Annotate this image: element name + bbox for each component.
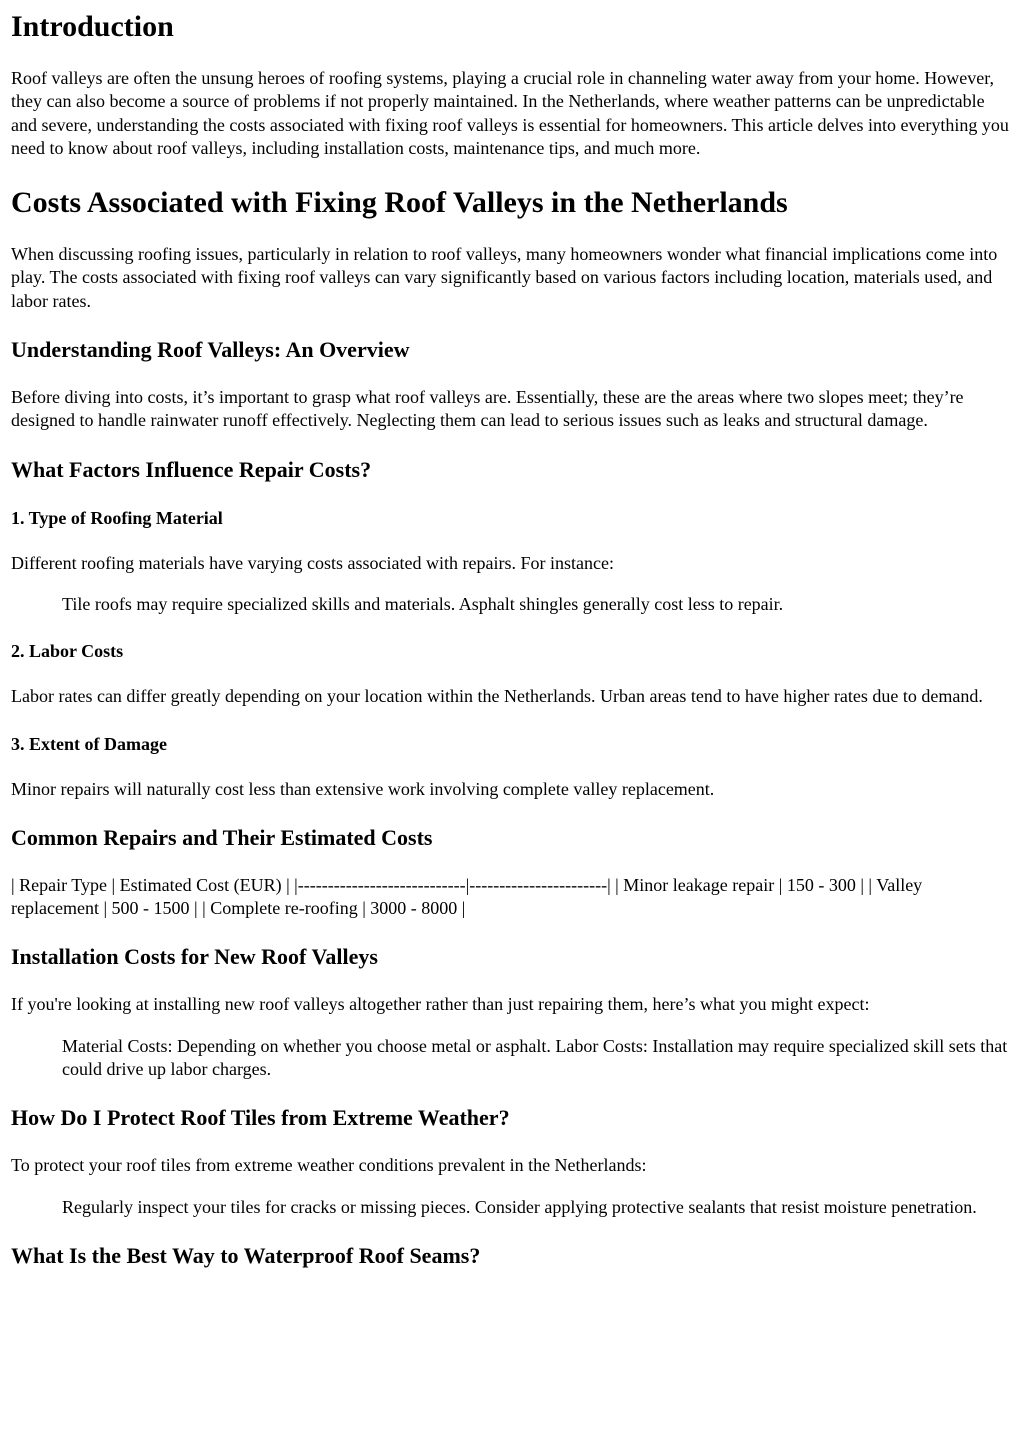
heading-protect: How Do I Protect Roof Tiles from Extreme Weather? — [11, 1105, 510, 1131]
paragraph-protect: To protect your roof tiles from extreme weather conditions prevalent in the Netherlands: — [11, 1155, 647, 1176]
heading-waterproof: What Is the Best Way to Waterproof Roof Seams? — [11, 1242, 481, 1268]
paragraph-extent: Minor repairs will naturally cost less than extensive work involving complete valley replacement. — [11, 778, 715, 799]
heading-factors: What Factors Influence Repair Costs? — [11, 456, 372, 482]
heading-installation: Installation Costs for New Roof Valleys — [11, 944, 378, 970]
quote-protect: Regularly inspect your tiles for cracks or missing pieces. Consider applying protective sealants that resist moisture penetration. — [62, 1196, 977, 1217]
paragraph-costs: When discussing roofing issues, particularly in relation to roof valleys, many homeowners wonder what financial implications come into play. The costs associated with fixing roof valleys can vary significantly based on various factors including location, materials used, and labor rates. — [11, 244, 998, 311]
heading-labor: 2. Labor Costs — [11, 641, 124, 662]
paragraph-understanding: Before diving into costs, it’s important to grasp what roof valleys are. Essentially, these are the areas where two slopes meet; they’re designed to handle rainwater runoff effectively. Neglecting them can lead to serious issues such as leaks and structural damage. — [11, 387, 964, 431]
paragraph-labor: Labor rates can differ greatly depending on your location within the Netherlands. Urban areas tend to have higher rates due to demand. — [11, 686, 983, 707]
heading-common-repairs: Common Repairs and Their Estimated Costs — [11, 824, 433, 850]
quote-installation: Material Costs: Depending on whether you choose metal or asphalt. Labor Costs: Installation may require specialized skill sets that could drive up labor charges. — [62, 1035, 1008, 1080]
heading-understanding: Understanding Roof Valleys: An Overview — [11, 337, 410, 363]
paragraph-cost-table: | Repair Type | Estimated Cost (EUR) | |----------------------------|-----------------------| | Minor leakage repair | 150 - 300 | | Valley replacement | 500 - 1500 | | Complete re-roofing | 3000 - 8000 | — [11, 874, 923, 919]
quote-material: Tile roofs may require specialized skills and materials. Asphalt shingles generally cost less to repair. — [62, 593, 784, 614]
heading-introduction: Introduction — [11, 10, 174, 43]
paragraph-material: Different roofing materials have varying costs associated with repairs. For instance: — [11, 552, 614, 573]
paragraph-introduction: Roof valleys are often the unsung heroes of roofing systems, playing a crucial role in channeling water away from your home. However, they can also become a source of problems if not properly maintained. In the Netherlands, where weather patterns can be unpredictable and severe, understanding the costs associated with fixing roof valleys is essential for homeowners. This article delves into everything you need to know about roof valleys, including installation costs, maintenance tips, and much more. — [11, 68, 1009, 158]
paragraph-installation: If you're looking at installing new roof valleys altogether rather than just repairing them, here’s what you might expect: — [11, 994, 870, 1015]
article-body — [0, 10, 1024, 1269]
heading-costs: Costs Associated with Fixing Roof Valleys in the Netherlands — [11, 186, 788, 220]
heading-extent: 3. Extent of Damage — [11, 733, 167, 754]
heading-material: 1. Type of Roofing Material — [11, 507, 223, 528]
